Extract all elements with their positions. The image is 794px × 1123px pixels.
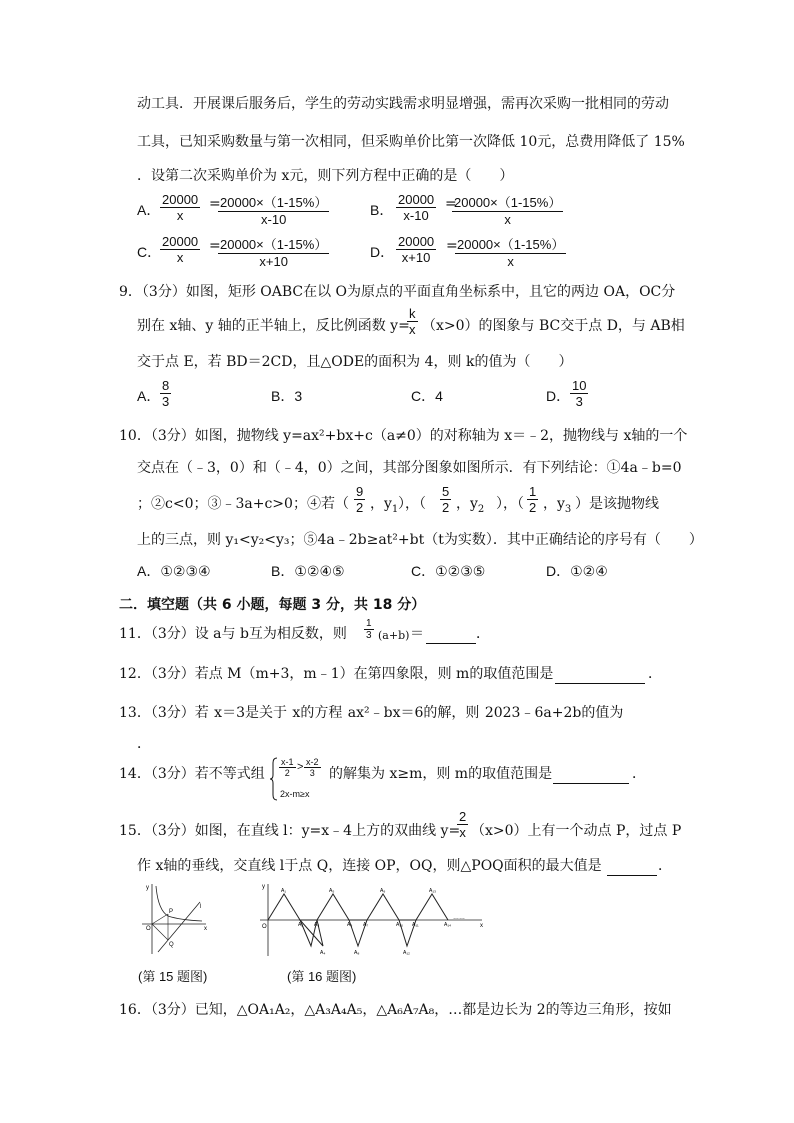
q8-c-right-fraction [218,234,329,269]
q10-y2: ，$y_2$ [456,496,485,515]
q10-frac-1-2 [527,484,538,515]
fraction-numerator: 20000×（1-15%） [454,195,562,210]
fraction-denominator: x-10 [403,208,429,223]
fig15-o-label: O [146,926,151,932]
q9-a-fraction [160,378,171,409]
fig15-p-label: P [169,909,174,915]
figure-16-graph [250,880,490,960]
fraction-denominator: 3 [162,394,170,409]
fig16-vertex-label: A₇ [363,922,369,928]
q14-end: ． [632,766,646,782]
fig16-vertex-label: A₁₄ [444,922,452,928]
q9-option-c: C．4 [411,388,443,404]
q14-answer-blank[interactable] [553,764,629,784]
fig15-y-label: y [146,885,149,891]
q8-d-left-fraction [396,234,436,265]
fraction-numerator: x-1 [281,757,294,767]
fig16-vertex-label: A₂ [298,922,304,928]
equals-sign: = [209,238,221,254]
segment-op [152,914,168,924]
left-brace-icon [270,757,278,801]
q12-answer-blank[interactable] [555,664,645,684]
fraction-numerator: 2 [459,809,467,824]
q15-line2: 作 x轴的垂线，交直线 l于点 Q，连接 OP，OQ，则△POQ面积的最大值是 [137,858,602,874]
q14-frac-2 [304,757,321,778]
fraction-numerator: 1 [366,618,372,629]
figure-15-graph [138,880,210,960]
fraction-denominator: x+10 [401,250,431,265]
equals-sign: = [445,196,457,212]
fraction-numerator: 20000 [398,234,435,249]
q9-option-d-label: D． [546,388,571,404]
q11-equals: ＝ [410,626,424,642]
fig16-vertex-label: A₁₁ [412,922,419,928]
y-label: ，y [370,496,392,512]
answer-blank-line[interactable] [553,765,629,784]
q10-y1: ，$y_1$ [370,496,399,515]
q14-greater-sign: > [297,761,304,773]
fig15-x-label: x [204,926,207,932]
fraction-denominator: x [176,250,184,265]
q8-line3: ．设第二次采购单价为 x元，则下列方程中正确的是（ ） [137,168,514,184]
q15-line1b: （x>0）上有一个动点 P，过点 P [471,823,682,839]
fraction-denominator: x+10 [259,254,288,269]
q8-option-b-label: B． [370,202,394,218]
q9-line3: 交于点 E，若 BD＝2CD，且△ODE的面积为 4，则 k的值为（ ） [137,354,573,370]
fraction-numerator: x-2 [306,757,319,767]
fraction-denominator: x [176,208,184,223]
q10-line4: 上的三点，则 y₁<y₂<y₃；⑤4a﹣2b≥at²+bt（t为实数）．其中正确结论的序号有（ ） [137,532,703,548]
q11-end: ． [476,626,490,642]
fig16-vertex-label: A₄ [320,950,326,956]
fig16-vertex-label: A₉ [380,888,386,894]
q10-option-b: B．①②④⑤ [271,563,345,579]
q8-b-right-fraction [452,192,563,227]
figure-16-caption: (第 16 题图) [287,969,357,984]
fraction-denominator: 3 [575,394,583,409]
q8-d-right-fraction [455,234,566,269]
fraction-denominator: x [507,254,514,269]
fig16-origin-label: O [262,924,267,930]
fraction-denominator: 2 [529,500,537,515]
y-label: ，y [543,496,565,512]
q11-answer-blank[interactable] [426,624,476,644]
q10-line3a: ；②c<0；③﹣3a+c>0；④若（ [137,496,349,512]
q9-line2b: （x>0）的图象与 BC交于点 D，与 AB相 [422,318,685,334]
q8-b-left-fraction [396,192,436,223]
fraction-denominator: 2 [356,500,364,515]
q9-line1: 9．（3分）如图，矩形 OABC在以 O为原点的平面直角坐标系中，且它的两边 OA，OC分 [119,284,676,300]
q10-line3b: ），（ [398,496,426,512]
line-l [158,902,200,952]
fraction-numerator: 20000 [162,192,199,207]
fraction-numerator: 5 [442,484,450,499]
fraction-denominator: 2 [284,768,290,778]
q8-option-c-label: C． [137,244,162,260]
fraction-denominator: x-10 [261,212,287,227]
fraction-numerator: 8 [162,378,170,393]
q9-line2a: 别在 x轴、y 轴的正半轴上，反比例函数 y= [137,318,410,334]
answer-blank-line[interactable] [607,857,657,876]
q10-y3: ，$y_3$ [543,496,572,515]
q10-frac-5-2 [440,484,451,515]
q8-a-left-fraction [160,192,200,223]
q9-k-over-x [407,306,418,337]
fig16-vertex-label: A₆ [347,922,353,928]
q10-option-a: A．①②③④ [137,563,211,579]
fig16-vertex-label: A₃ [314,922,320,928]
q8-a-right-fraction [218,192,329,227]
q8-line1: 动工具．开展课后服务后，学生的劳动实践需求明显增强，需再次采购一批相同的劳动 [137,96,669,112]
fraction-denominator: 3 [309,768,315,778]
fraction-denominator: 2 [442,500,450,515]
fig16-y-label: y [262,884,265,890]
fraction-numerator: 1 [529,484,537,499]
q10-line3c: ），（ [496,496,524,512]
q10-option-d: D．①②④ [546,563,608,579]
y-label: ，y [456,496,478,512]
answer-blank-line[interactable] [426,625,476,644]
equals-sign: = [209,196,221,212]
q14-inequality-system [270,757,330,803]
fig16-vertex-label: A₁₃ [429,888,437,894]
fraction-numerator: k [409,306,416,321]
q10-line2: 交点在（﹣3，0）和（﹣4，0）之间，其部分图象如图所示．有下列结论：①4a﹣b=0 [137,460,682,476]
q9-d-fraction [570,378,588,409]
q10-line3d: ）是该抛物线 [575,496,659,512]
q15-end: ． [658,858,672,874]
q15-line1a: 15．（3分）如图，在直线 l：y=x﹣4上方的双曲线 y= [119,823,461,839]
q9-option-b: B．3 [271,388,303,404]
q8-option-d-label: D． [370,244,395,260]
q8-option-a-label: A． [137,202,161,218]
q14-row2: 2x-m≥x [280,789,310,799]
fig16-vertex-label: A₈ [354,950,360,956]
q16-line1: 16．（3分）已知，△OA₁A₂，△A₃A₄A₅，△A₆A₇A₈，…都是边长为 2的等边三角形，按如 [119,1002,672,1018]
q11-prefix: 11．（3分）设 a与 b互为相反数，则 [119,626,347,642]
fraction-numerator: 10 [572,378,587,393]
fraction-numerator: 20000×（1-15%） [220,195,328,210]
fraction-numerator: 9 [356,484,364,499]
q11-expression: (a+b) [378,629,410,642]
fraction-numerator: 20000×（1-15%） [220,237,328,252]
q15-answer-blank[interactable] [607,856,657,876]
q8-line2: 工具，已知采购数量与第一次相同，但采购单价比第一次降低 10元，总费用降低了 15% [137,134,685,150]
fig16-vertex-label: A₁₀ [396,922,404,928]
q10-option-c: C．①②③⑤ [411,563,486,579]
q8-c-left-fraction [160,234,200,265]
q9-option-a-label: A． [137,388,161,404]
upper-triangles [268,894,448,920]
hyperbola-curve [156,886,202,921]
q14-mid: 的解集为 x≥m，则 m的取值范围是 [329,766,553,782]
fraction-numerator: 20000×（1-15%） [457,237,565,252]
fig16-x-label: x [480,923,483,929]
answer-blank-line[interactable] [555,665,645,684]
segment-oq [152,924,168,940]
fig15-q-label: Q [169,942,174,948]
fig16-vertex-labels [281,888,451,956]
q15-two-over-x [457,809,468,840]
q10-line1: 10．（3分）如图，抛物线 y=ax²+bx+c（a≠0）的对称轴为 x＝﹣2，抛物线与 x轴的一个 [119,428,688,444]
q13-line1: 13．（3分）若 x＝3是关于 x的方程 ax²﹣bx＝6的解，则 2023﹣6a+2b的值为 [119,705,624,721]
q13-line2: ． [137,736,151,752]
q14-prefix: 14．（3分）若不等式组 [119,766,265,782]
q10-frac-9-2 [354,484,365,515]
fig15-l-label: l [200,904,202,910]
fig16-vertex-label: A₁₂ [403,950,410,956]
fraction-denominator: x [409,322,416,337]
q14-frac-1 [279,757,296,778]
fraction-numerator: 20000 [162,234,199,249]
fraction-denominator: 3 [366,630,372,641]
figure-15-caption: (第 15 题图) [138,969,208,984]
fig16-vertex-label: A₅ [329,888,335,894]
fig16-vertex-label: A₁ [281,888,287,894]
fraction-denominator: x [459,825,466,840]
fraction-denominator: x [504,212,511,227]
section-fill-in-heading: 二．填空题（共 6 小题，每题 3 分，共 18 分） [119,597,426,613]
q11-one-third [364,618,374,641]
fraction-numerator: 20000 [398,192,435,207]
fig16-ellipsis: …… [453,915,465,921]
q12-text: 12．（3分）若点 M（m+3，m﹣1）在第四象限，则 m的取值范围是 [119,666,554,682]
q12-end: ． [648,666,662,682]
equals-sign: = [446,238,458,254]
